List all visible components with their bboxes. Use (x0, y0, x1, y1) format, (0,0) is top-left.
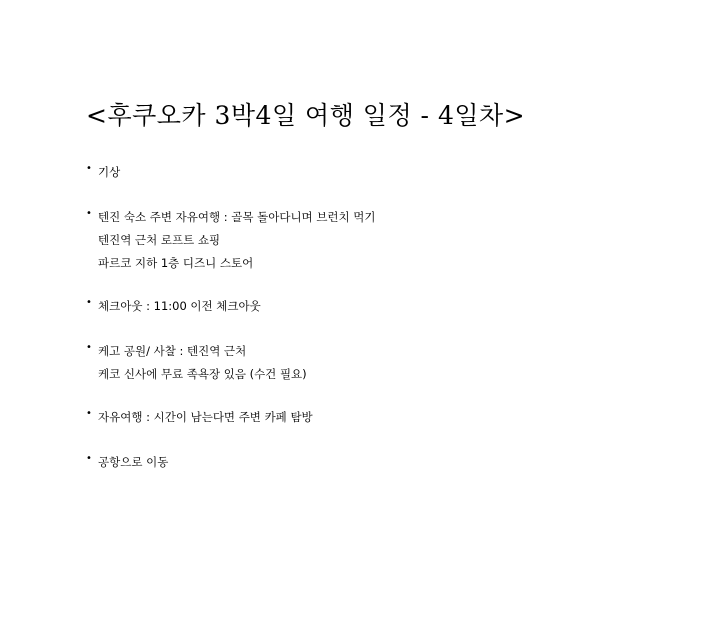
page-title: <후쿠오카 3박4일 여행 일정 - 4일차> (86, 101, 526, 130)
bullet: • (86, 342, 92, 353)
item-text: 체크아웃 : 11:00 이전 체크아웃 (98, 299, 261, 313)
list-item (86, 295, 686, 318)
bullet: • (86, 297, 92, 308)
item-subtext: 케코 신사에 무료 족욕장 있음 (수건 필요) (98, 367, 307, 381)
item-subtext: 파르코 지하 1층 디즈니 스토어 (98, 256, 254, 270)
list-item (86, 451, 686, 474)
bullet: • (86, 408, 92, 419)
bullet: • (86, 453, 92, 464)
list-item (86, 161, 686, 184)
item-text: 기상 (98, 165, 121, 179)
item-text: 자유여행 : 시간이 남는다면 주변 카페 탐방 (98, 410, 313, 424)
item-text: 텐진 숙소 주변 자유여행 : 골목 돌아다니며 브런치 먹기 (98, 210, 376, 224)
list-item (86, 340, 686, 386)
item-subtext: 텐진역 근처 로프트 쇼핑 (98, 233, 221, 247)
bullet: • (86, 163, 92, 174)
item-text: 케고 공원/ 사찰 : 텐진역 근처 (98, 344, 247, 358)
list-item (86, 406, 686, 429)
list-item (86, 206, 686, 275)
item-text: 공항으로 이동 (98, 455, 169, 469)
bullet: • (86, 208, 92, 219)
